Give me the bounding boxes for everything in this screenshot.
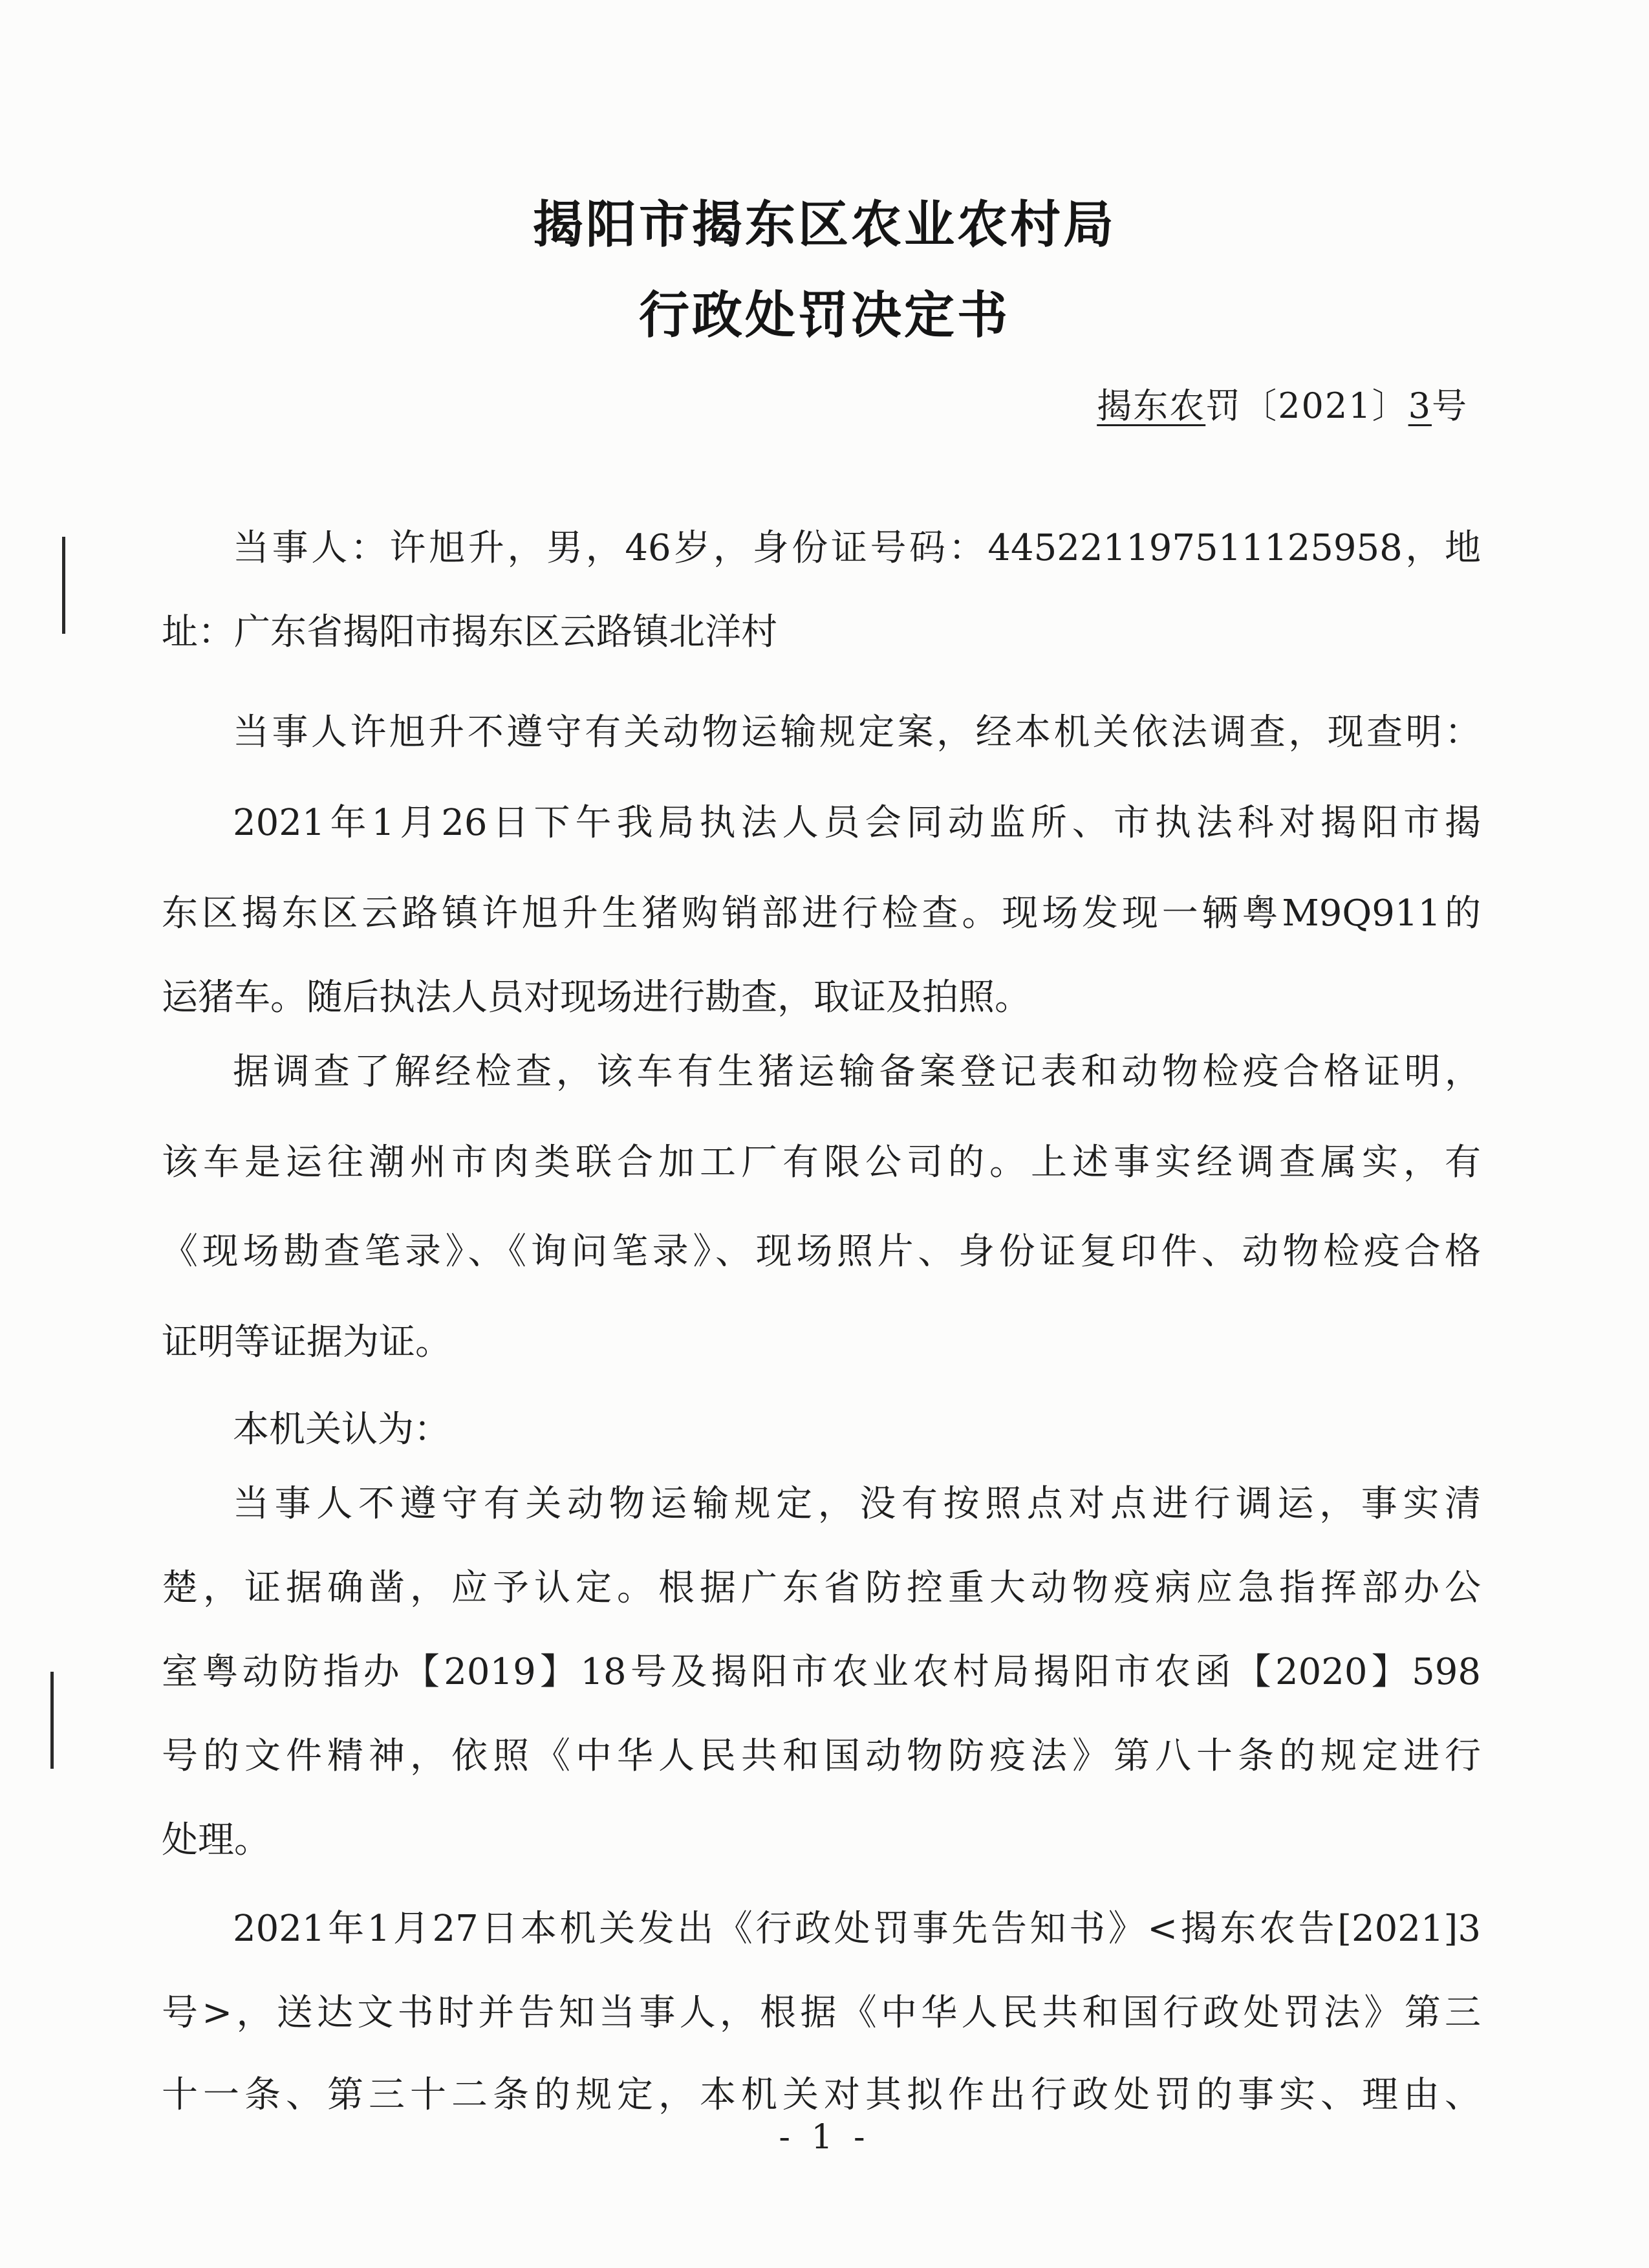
notice-paragraph-line: 十一条、第三十二条的规定，本机关对其拟作出行政处罚的事实、理由、 [162, 2074, 1481, 2116]
evidence-paragraph-line: 据调查了解经检查，该车有生猪运输备案登记表和动物检疫合格证明， [233, 1051, 1481, 1093]
opinion-paragraph-line: 楚，证据确凿，应予认定。根据广东省防控重大动物疫病应急指挥部办公 [162, 1567, 1481, 1609]
doc-number-value: 3 [1408, 385, 1432, 426]
facts-paragraph-line: 东区揭东区云路镇许旭升生猪购销部进行检查。现场发现一辆粤M9Q911的 [162, 892, 1481, 934]
opinion-paragraph-line: 室粤动防指办【2019】18号及揭阳市农业农村局揭阳市农函【2020】598 [162, 1651, 1481, 1693]
margin-binding-mark [50, 1672, 54, 1769]
evidence-paragraph-line: 证明等证据为证。 [162, 1321, 451, 1363]
facts-paragraph-line: 运猪车。随后执法人员对现场进行勘查，取证及拍照。 [162, 977, 1031, 1019]
party-line: 当事人：许旭升，男，46岁，身份证号码：445221197511125958，地 [233, 527, 1481, 569]
document-number [1097, 378, 1468, 428]
margin-binding-mark [62, 537, 65, 634]
document-title-agency: 揭阳市揭东区农业农村局 [532, 196, 1116, 254]
case-intro-paragraph: 当事人许旭升不遵守有关动物运输规定案，经本机关依法调查，现查明： [233, 711, 1481, 753]
notice-paragraph-line: 2021年1月27日本机关发出《行政处罚事先告知书》<揭东农告[2021]3 [233, 1908, 1481, 1950]
notice-paragraph-line: 号>，送达文书时并告知当事人，根据《中华人民共和国行政处罚法》第三 [162, 1992, 1481, 2034]
doc-number-middle: 罚〔2021〕 [1205, 385, 1408, 426]
opinion-heading: 本机关认为： [233, 1409, 450, 1451]
evidence-paragraph-line: 该车是运往潮州市肉类联合加工厂有限公司的。上述事实经调查属实，有 [162, 1141, 1481, 1183]
opinion-paragraph-line: 当事人不遵守有关动物运输规定，没有按照点对点进行调运，事实清 [233, 1483, 1481, 1525]
opinion-paragraph-line: 号的文件精神，依照《中华人民共和国动物防疫法》第八十条的规定进行 [162, 1735, 1481, 1777]
document-title-type: 行政处罚决定书 [638, 286, 1010, 345]
party-address-line: 址：广东省揭阳市揭东区云路镇北洋村 [162, 611, 777, 653]
doc-number-suffix: 号 [1432, 385, 1468, 426]
page-number: - 1 - [779, 2118, 870, 2157]
opinion-paragraph-line: 处理。 [162, 1819, 270, 1861]
doc-number-prefix: 揭东农 [1097, 385, 1206, 426]
facts-paragraph-line: 2021年1月26日下午我局执法人员会同动监所、市执法科对揭阳市揭 [233, 802, 1481, 844]
evidence-paragraph-line: 《现场勘查笔录》、《询问笔录》、现场照片、身份证复印件、动物检疫合格 [162, 1231, 1481, 1273]
